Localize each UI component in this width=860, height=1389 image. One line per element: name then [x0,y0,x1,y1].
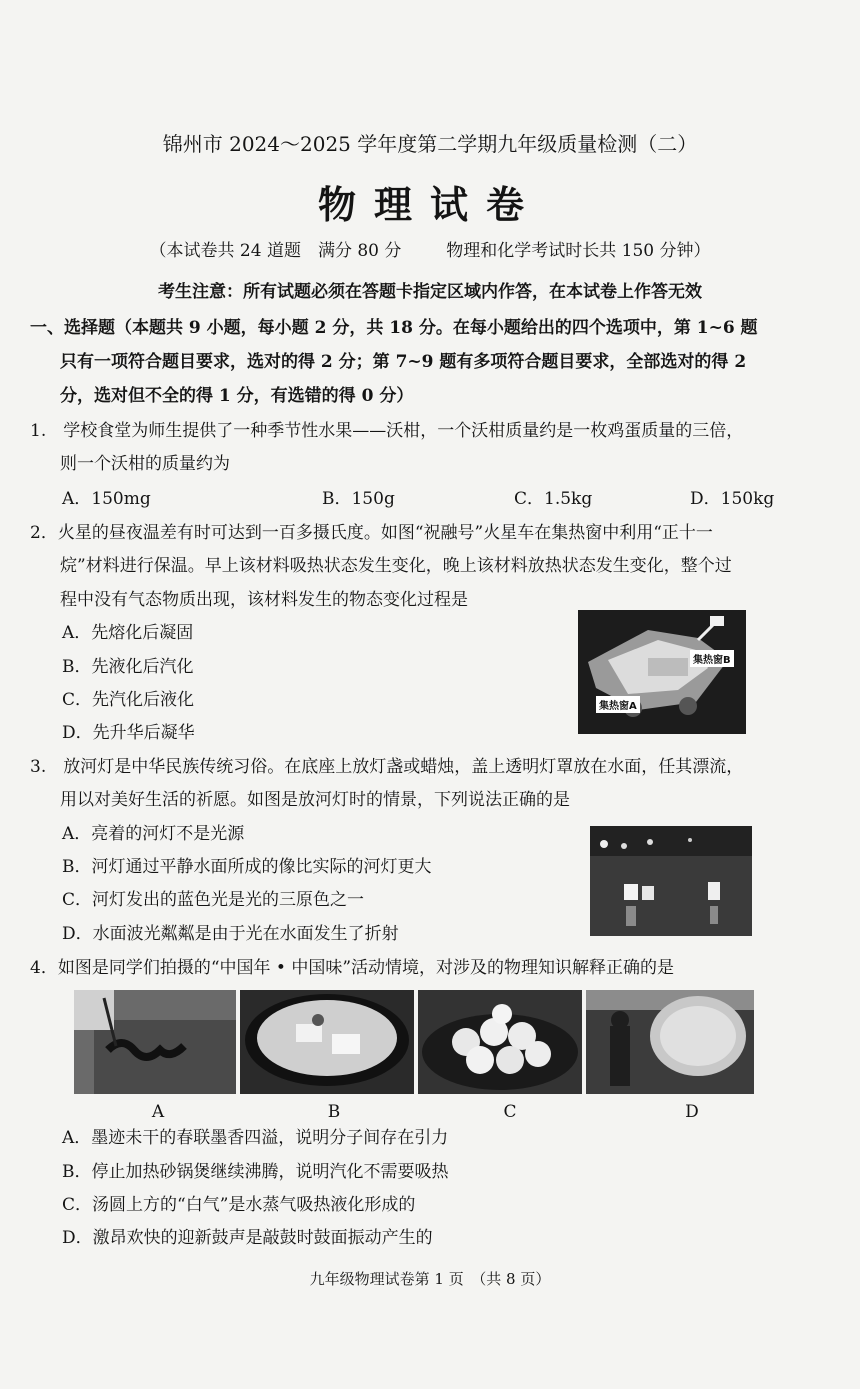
photo-tangyuan [418,990,582,1094]
exam-info-left: （本试卷共 24 道题 满分 80 分 [149,241,402,261]
label-heat-window-b: 集热窗B [690,650,734,667]
river-lantern-illustration [590,826,752,936]
tangyuan-illustration [418,990,582,1094]
page-footer: 九年级物理试卷第 1 页 （共 8 页） [309,1270,551,1288]
q4-option-a: A．墨迹未干的春联墨香四溢，说明分子间存在引力 [62,1128,449,1148]
q1-stem-line2: 则一个沃柑的质量约为 [60,454,230,474]
q2-stem-line2: 烷”材料进行保温。早上该材料吸热状态发生变化，晚上该材料放热状态发生变化，整个过 [60,556,732,576]
photo-calligraphy [74,990,236,1094]
q2-option-d: D．先升华后凝华 [62,723,195,743]
q3-option-d: D．水面波光粼粼是由于光在水面发生了折射 [62,924,399,944]
q4-stem: 4．如图是同学们拍摄的“中国年 • 中国味”活动情境，对涉及的物理知识解释正确的是 [30,958,675,978]
mars-rover-illustration [578,610,746,734]
q1-option-b: B．150g [322,489,395,509]
q4-caption-c: C [503,1102,517,1122]
q4-caption-b: B [327,1102,341,1122]
q4-option-b: B．停止加热砂锅煲继续沸腾，说明汽化不需要吸热 [62,1162,449,1182]
q1-stem-line1: 1. 学校食堂为师生提供了一种季节性水果——沃柑，一个沃柑质量约是一枚鸡蛋质量的三倍， [30,421,744,441]
section1-line1: 一、选择题（本题共 9 小题，每小题 2 分，共 18 分。在每小题给出的四个选项中，第 1~6 题 [30,318,758,338]
q2-stem-line3: 程中没有气态物质出现，该材料发生的物态变化过程是 [60,590,468,610]
calligraphy-illustration [74,990,236,1094]
q1-option-c: C．1.5kg [514,489,593,509]
q3-option-a: A．亮着的河灯不是光源 [62,824,245,844]
clay-pot-illustration [240,990,414,1094]
q1-option-a: A．150mg [62,489,151,509]
section1-line2: 只有一项符合题目要求，选对的得 2 分；第 7~9 题有多项符合题目要求，全部选对的得 2 [60,352,747,372]
mars-rover-image [578,610,746,734]
q3-option-b: B．河灯通过平静水面所成的像比实际的河灯更大 [62,857,432,877]
drum-illustration [586,990,754,1094]
q1-option-d: D．150kg [690,489,775,509]
q3-option-c: C．河灯发出的蓝色光是光的三原色之一 [62,890,365,910]
section1-line3: 分，选对但不全的得 1 分，有选错的得 0 分） [60,386,414,406]
label-heat-window-a: 集热窗A [596,696,640,713]
exam-title: 锦州市 2024～2025 学年度第二学期九年级质量检测（二） [162,132,698,156]
photo-clay-pot [240,990,414,1094]
q4-option-d: D．激昂欢快的迎新鼓声是敲鼓时鼓面振动产生的 [62,1228,433,1248]
candidate-notice: 考生注意：所有试题必须在答题卡指定区域内作答，在本试卷上作答无效 [158,282,702,302]
q3-stem-line2: 用以对美好生活的祈愿。如图是放河灯时的情景，下列说法正确的是 [60,790,570,810]
q4-caption-d: D [685,1102,699,1122]
q4-option-c: C．汤圆上方的“白气”是水蒸气吸热液化形成的 [62,1195,416,1215]
subject-title: 物理试卷 [317,183,542,227]
q2-option-b: B．先液化后汽化 [62,657,194,677]
q2-option-c: C．先汽化后液化 [62,690,195,710]
q2-option-a: A．先熔化后凝固 [62,623,194,643]
exam-info-right: 物理和化学考试时长共 150 分钟） [446,241,711,261]
photo-drum [586,990,754,1094]
q2-stem-line1: 2．火星的昼夜温差有时可达到一百多摄氏度。如图“祝融号”火星车在集热窗中利用“正十一 [30,523,713,543]
q3-stem-line1: 3. 放河灯是中华民族传统习俗。在底座上放灯盏或蜡烛，盖上透明灯罩放在水面，任其漂流， [30,757,744,777]
river-lantern-image [590,826,752,936]
q4-caption-a: A [151,1102,165,1122]
exam-info [0,236,860,261]
